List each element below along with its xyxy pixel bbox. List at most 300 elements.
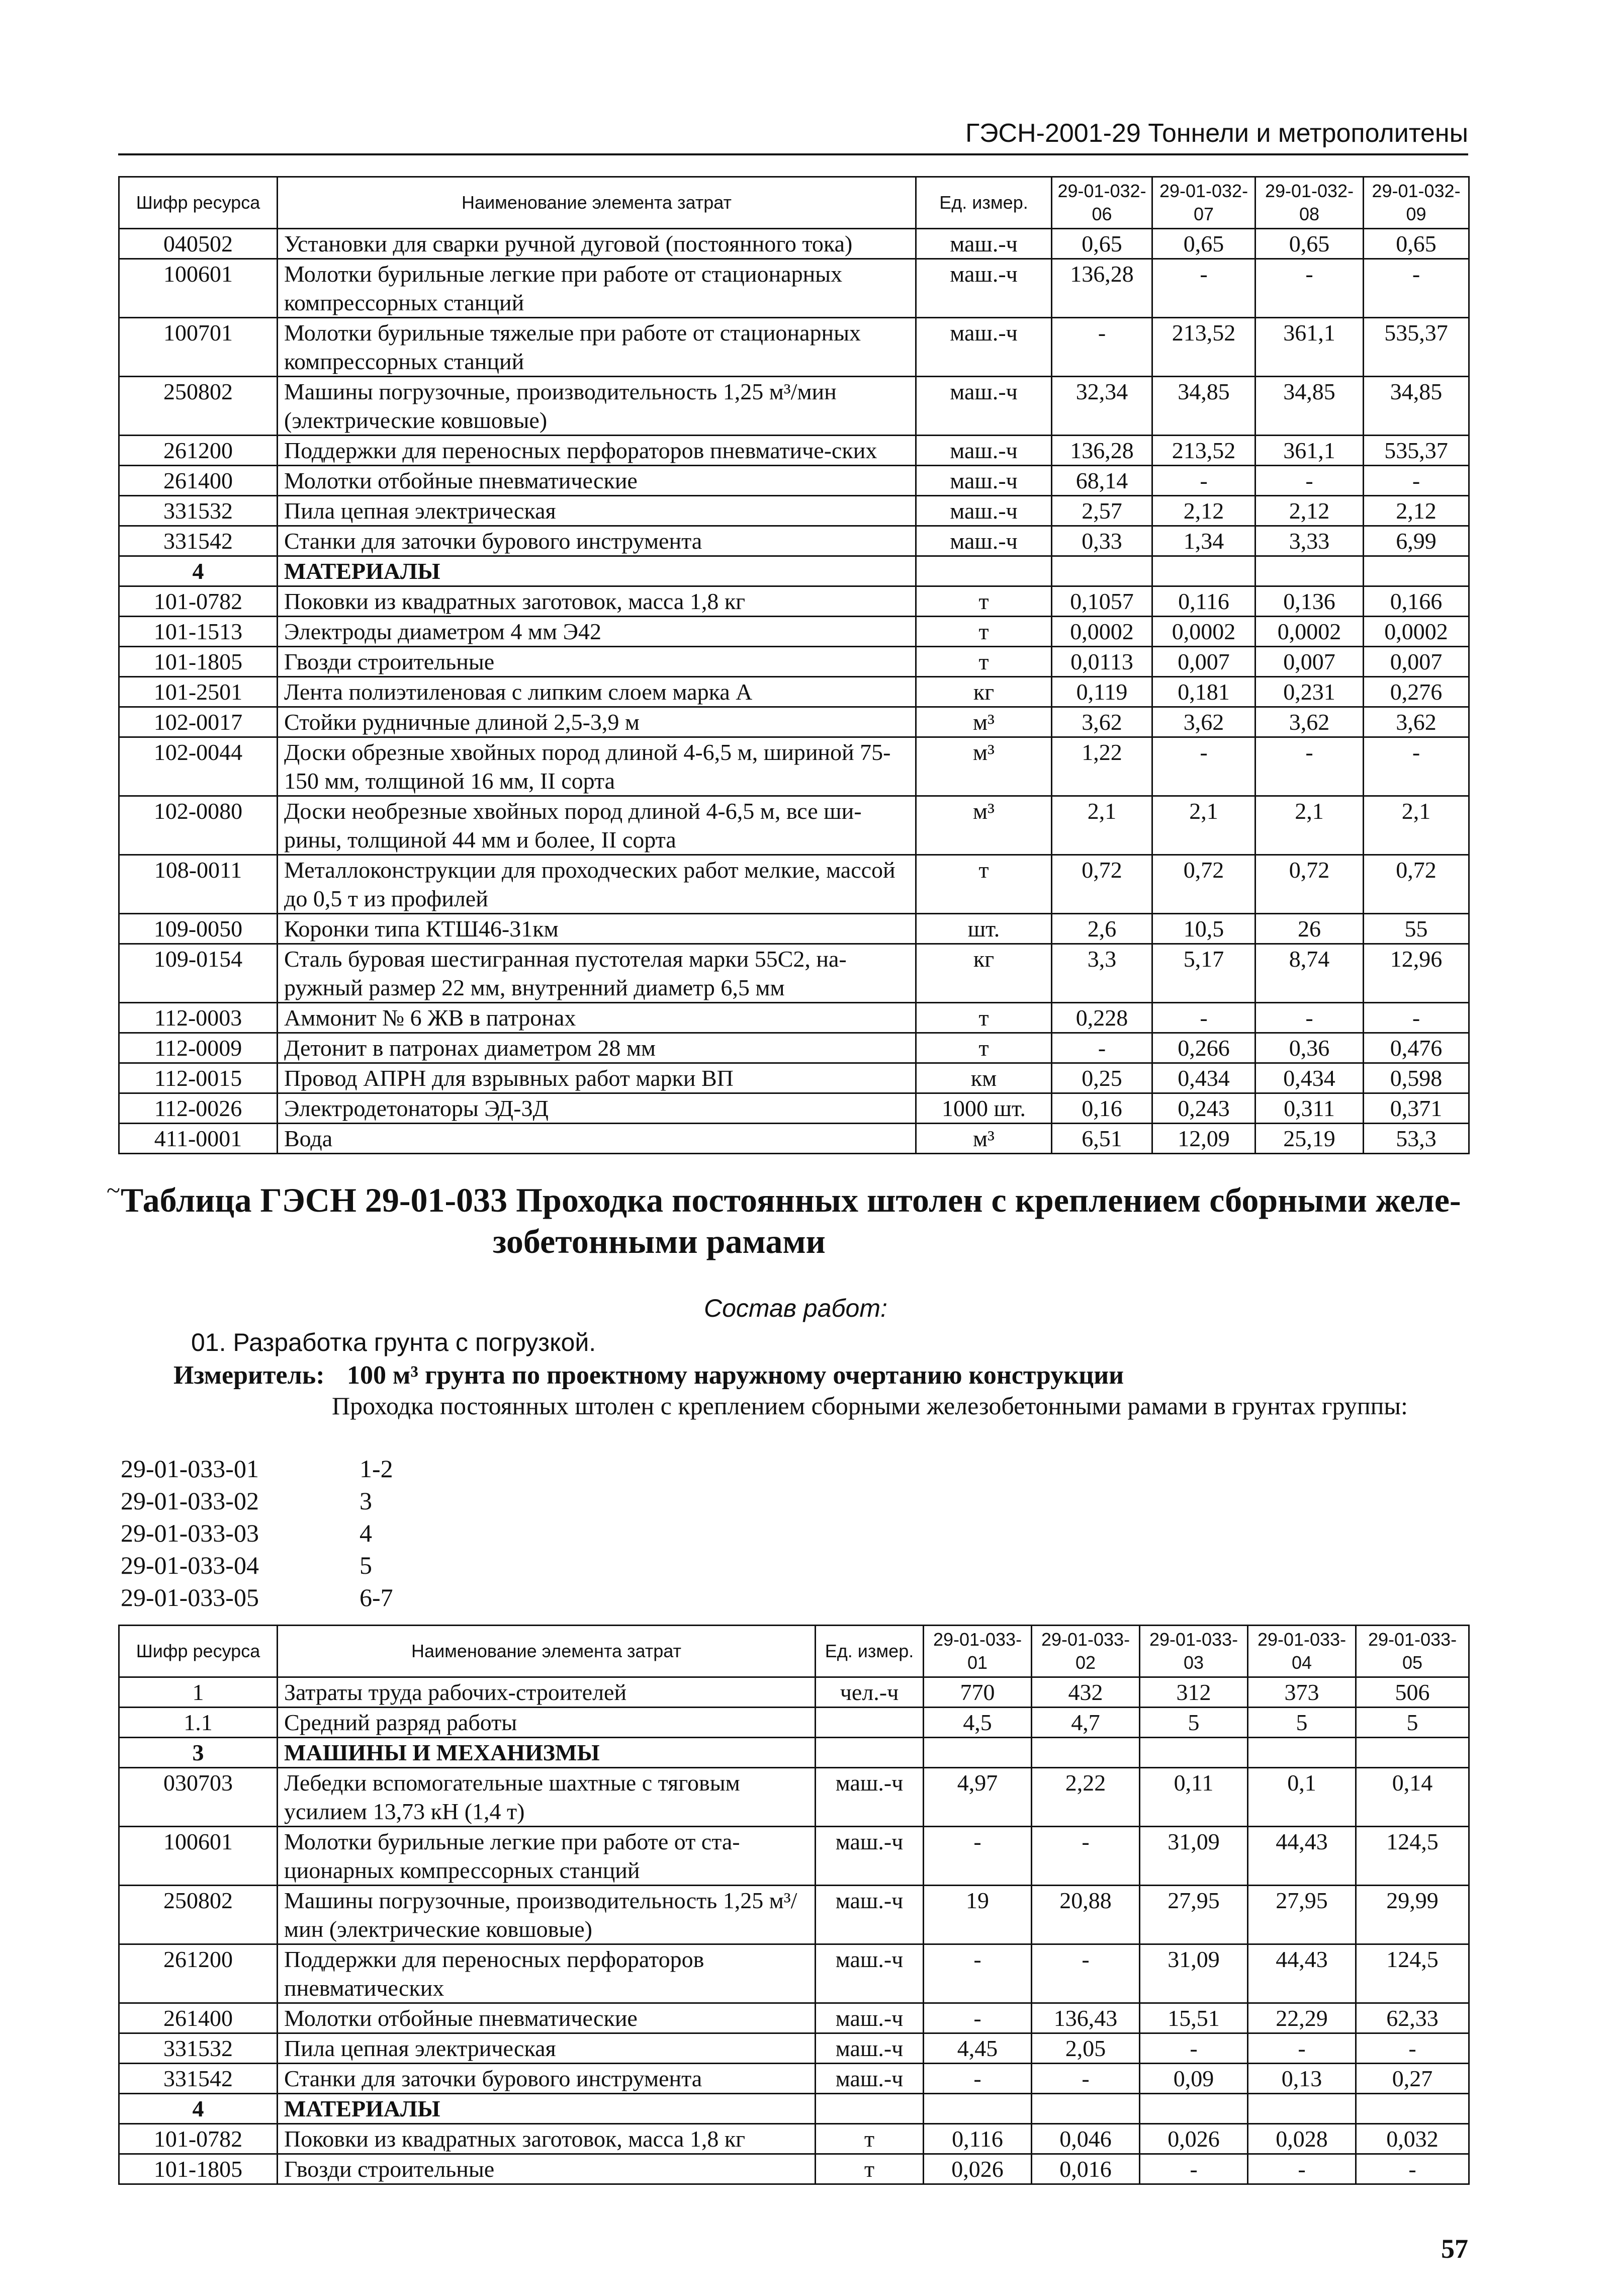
resource-value bbox=[1256, 556, 1364, 586]
resource-name: Поковки из квадратных заготовок, масса 1,8 кг bbox=[278, 2124, 816, 2154]
resource-code: 040502 bbox=[119, 229, 278, 259]
table-row bbox=[119, 1886, 1469, 1944]
resource-value: 55 bbox=[1364, 914, 1469, 944]
resource-value: 12,09 bbox=[1152, 1124, 1256, 1154]
resource-code: 102-0017 bbox=[119, 707, 278, 737]
resource-value: 0,65 bbox=[1152, 229, 1256, 259]
resource-name: Электроды диаметром 4 мм Э42 bbox=[278, 617, 916, 647]
resource-value: - bbox=[1052, 1033, 1152, 1063]
resource-name: Аммонит № 6 ЖВ в патронах bbox=[278, 1003, 916, 1033]
resource-unit: маш.-ч bbox=[816, 2003, 924, 2033]
resource-name: Стойки рудничные длиной 2,5-3,9 м bbox=[278, 707, 916, 737]
col-header-variant: 29-01-032-09 bbox=[1364, 177, 1469, 229]
table-row bbox=[119, 1093, 1469, 1124]
resource-value: - bbox=[924, 1827, 1032, 1886]
resource-value: - bbox=[1256, 1003, 1364, 1033]
resource-name: Поддержки для переносных перфораторов пневматиче-ских bbox=[278, 436, 916, 466]
resource-unit: т bbox=[916, 1003, 1052, 1033]
resource-unit: км bbox=[916, 1063, 1052, 1093]
resource-unit: маш.-ч bbox=[816, 2033, 924, 2064]
composition-title: Состав работ: bbox=[704, 1294, 887, 1322]
table-row bbox=[119, 377, 1469, 436]
soil-group: 1-2 bbox=[360, 1455, 393, 1483]
resource-unit: м³ bbox=[916, 737, 1052, 796]
resource-value: 1,22 bbox=[1052, 737, 1152, 796]
resource-value: 15,51 bbox=[1140, 2003, 1248, 2033]
resource-name: Вода bbox=[278, 1124, 916, 1154]
resource-value: - bbox=[1364, 466, 1469, 496]
resource-value: 361,1 bbox=[1256, 318, 1364, 377]
table-row bbox=[119, 707, 1469, 737]
resource-code: 100701 bbox=[119, 318, 278, 377]
resource-value bbox=[1248, 1738, 1356, 1768]
table-row bbox=[119, 855, 1469, 914]
resource-code: 102-0044 bbox=[119, 737, 278, 796]
resource-unit bbox=[816, 1738, 924, 1768]
resource-unit: маш.-ч bbox=[916, 526, 1052, 556]
resource-unit: маш.-ч bbox=[916, 318, 1052, 377]
meter-label: Измеритель: bbox=[173, 1361, 325, 1390]
table-row bbox=[119, 2124, 1469, 2154]
resource-value: 0,026 bbox=[1140, 2124, 1248, 2154]
resource-code: 112-0003 bbox=[119, 1003, 278, 1033]
col-header-name: Наименование элемента затрат bbox=[278, 177, 916, 229]
col-header-code: Шифр ресурса bbox=[119, 1626, 278, 1677]
resource-value: - bbox=[924, 2064, 1032, 2094]
resource-value: - bbox=[1140, 2154, 1248, 2184]
resource-value bbox=[1356, 2094, 1469, 2124]
resource-unit: маш.-ч bbox=[916, 436, 1052, 466]
resource-value: 4,5 bbox=[924, 1708, 1032, 1738]
resource-unit: маш.-ч bbox=[916, 496, 1052, 526]
resource-value: 0,72 bbox=[1152, 855, 1256, 914]
table-body bbox=[119, 1677, 1469, 2184]
resource-value: 34,85 bbox=[1152, 377, 1256, 436]
col-header-unit: Ед. измер. bbox=[916, 177, 1052, 229]
resource-value: 0,0113 bbox=[1052, 647, 1152, 677]
resource-value: 0,1 bbox=[1248, 1768, 1356, 1827]
resource-name: Машины погрузочные, производительность 1,25 м³/мин (электрические ковшовые) bbox=[278, 1886, 816, 1944]
resource-value: 3,62 bbox=[1364, 707, 1469, 737]
resource-value: 506 bbox=[1356, 1677, 1469, 1708]
resource-code: 112-0015 bbox=[119, 1063, 278, 1093]
resource-value: 0,0002 bbox=[1256, 617, 1364, 647]
resource-unit: м³ bbox=[916, 796, 1052, 855]
table-row bbox=[119, 2064, 1469, 2094]
table-row bbox=[119, 1768, 1469, 1827]
resource-value: 0,276 bbox=[1364, 677, 1469, 707]
resource-value: - bbox=[1152, 737, 1256, 796]
resource-value: - bbox=[1256, 737, 1364, 796]
resource-value bbox=[1140, 1738, 1248, 1768]
resource-value: 5 bbox=[1248, 1708, 1356, 1738]
section-row bbox=[119, 2094, 1469, 2124]
resource-value: 6,99 bbox=[1364, 526, 1469, 556]
resource-value: 0,434 bbox=[1256, 1063, 1364, 1093]
resource-value bbox=[1248, 2094, 1356, 2124]
resource-name: Молотки бурильные легкие при работе от стационарных компрессорных станций bbox=[278, 259, 916, 318]
variant-item bbox=[121, 1485, 393, 1517]
resource-name: Станки для заточки бурового инструмента bbox=[278, 2064, 816, 2094]
resource-value: 34,85 bbox=[1364, 377, 1469, 436]
resource-unit bbox=[916, 556, 1052, 586]
resource-value: - bbox=[1152, 1003, 1256, 1033]
resource-value: 2,1 bbox=[1256, 796, 1364, 855]
resource-value: - bbox=[1052, 318, 1152, 377]
resource-value: 0,09 bbox=[1140, 2064, 1248, 2094]
resource-value: 44,43 bbox=[1248, 1944, 1356, 2003]
table-row bbox=[119, 737, 1469, 796]
resource-unit: маш.-ч bbox=[916, 229, 1052, 259]
resource-value: 3,3 bbox=[1052, 944, 1152, 1003]
resource-value: 4,45 bbox=[924, 2033, 1032, 2064]
resource-value: 0,65 bbox=[1052, 229, 1152, 259]
resource-value: 31,09 bbox=[1140, 1944, 1248, 2003]
table-title-line: зобетонными рамами bbox=[493, 1222, 826, 1260]
variant-code: 29-01-033-03 bbox=[121, 1519, 259, 1547]
resource-unit: кг bbox=[916, 944, 1052, 1003]
resource-value bbox=[1356, 1738, 1469, 1768]
resource-value: - bbox=[924, 1944, 1032, 2003]
resource-code: 250802 bbox=[119, 377, 278, 436]
resource-unit: кг bbox=[916, 677, 1052, 707]
scan-mark: ~ bbox=[107, 1176, 121, 1204]
resource-value: 27,95 bbox=[1140, 1886, 1248, 1944]
resource-name: Сталь буровая шестигранная пустотелая марки 55С2, на-ружный размер 22 мм, внутренний диаметр 6,5 мм bbox=[278, 944, 916, 1003]
resource-name: Детонит в патронах диаметром 28 мм bbox=[278, 1033, 916, 1063]
table-row bbox=[119, 796, 1469, 855]
resource-value: 0,032 bbox=[1356, 2124, 1469, 2154]
resource-value: 213,52 bbox=[1152, 318, 1256, 377]
resource-value: 0,028 bbox=[1248, 2124, 1356, 2154]
resource-name: Пила цепная электрическая bbox=[278, 496, 916, 526]
resource-code: 101-1805 bbox=[119, 647, 278, 677]
resource-code: 102-0080 bbox=[119, 796, 278, 855]
resource-value: 34,85 bbox=[1256, 377, 1364, 436]
resource-code: 261200 bbox=[119, 436, 278, 466]
resource-code: 100601 bbox=[119, 259, 278, 318]
resource-unit: маш.-ч bbox=[916, 377, 1052, 436]
table-row bbox=[119, 318, 1469, 377]
resource-unit: т bbox=[916, 855, 1052, 914]
resource-unit: т bbox=[816, 2124, 924, 2154]
resource-value: 3,62 bbox=[1256, 707, 1364, 737]
resource-name: Гвозди строительные bbox=[278, 647, 916, 677]
col-header-variant: 29-01-032-06 bbox=[1052, 177, 1152, 229]
resource-value: 1,34 bbox=[1152, 526, 1256, 556]
resource-value: 0,007 bbox=[1152, 647, 1256, 677]
resource-value: 0,116 bbox=[1152, 586, 1256, 617]
resource-unit: м³ bbox=[916, 1124, 1052, 1154]
resource-value: 0,0002 bbox=[1364, 617, 1469, 647]
resource-value: 373 bbox=[1248, 1677, 1356, 1708]
resource-value bbox=[1032, 1738, 1140, 1768]
resource-value: 124,5 bbox=[1356, 1827, 1469, 1886]
table-row bbox=[119, 436, 1469, 466]
meter-value: 100 м³ грунта по проектному наружному очертанию конструкции bbox=[347, 1361, 1124, 1390]
table-row bbox=[119, 1677, 1469, 1708]
resource-value: 0,72 bbox=[1052, 855, 1152, 914]
resource-value bbox=[924, 2094, 1032, 2124]
table-row bbox=[119, 914, 1469, 944]
table-row bbox=[119, 259, 1469, 318]
resource-value bbox=[1032, 2094, 1140, 2124]
table-row bbox=[119, 1033, 1469, 1063]
resource-value: 20,88 bbox=[1032, 1886, 1140, 1944]
resource-value: 2,05 bbox=[1032, 2033, 1140, 2064]
variant-code: 29-01-033-01 bbox=[121, 1455, 259, 1483]
resource-value: 0,007 bbox=[1364, 647, 1469, 677]
resource-value: 0,36 bbox=[1256, 1033, 1364, 1063]
resource-value: 0,16 bbox=[1052, 1093, 1152, 1124]
resource-unit: т bbox=[916, 586, 1052, 617]
resource-value: - bbox=[1140, 2033, 1248, 2064]
resource-value: - bbox=[1364, 737, 1469, 796]
resource-value: - bbox=[1032, 1944, 1140, 2003]
resource-value: 4,97 bbox=[924, 1768, 1032, 1827]
table-row bbox=[119, 1944, 1469, 2003]
table-row bbox=[119, 526, 1469, 556]
resource-table-032 bbox=[118, 176, 1470, 1154]
table-row bbox=[119, 586, 1469, 617]
table-row bbox=[119, 2033, 1469, 2064]
section-row bbox=[119, 1738, 1469, 1768]
resource-value: - bbox=[1248, 2154, 1356, 2184]
variant-item bbox=[121, 1549, 393, 1581]
table-row bbox=[119, 1003, 1469, 1033]
resource-code: 100601 bbox=[119, 1827, 278, 1886]
table-row bbox=[119, 466, 1469, 496]
resource-value: - bbox=[1248, 2033, 1356, 2064]
resource-name: Лебедки вспомогательные шахтные с тяговым усилием 13,73 кН (1,4 т) bbox=[278, 1768, 816, 1827]
resource-value: - bbox=[1256, 259, 1364, 318]
resource-value: 535,37 bbox=[1364, 436, 1469, 466]
resource-name: МАТЕРИАЛЫ bbox=[278, 2094, 816, 2124]
table-body bbox=[119, 229, 1469, 1154]
resource-value: 770 bbox=[924, 1677, 1032, 1708]
resource-value bbox=[1152, 556, 1256, 586]
resource-value: 0,046 bbox=[1032, 2124, 1140, 2154]
resource-code: 261400 bbox=[119, 2003, 278, 2033]
resource-value: - bbox=[1152, 259, 1256, 318]
resource-value: 361,1 bbox=[1256, 436, 1364, 466]
resource-value bbox=[1140, 2094, 1248, 2124]
resource-value: - bbox=[1032, 2064, 1140, 2094]
resource-value: 2,12 bbox=[1256, 496, 1364, 526]
resource-value: - bbox=[1256, 466, 1364, 496]
resource-code: 112-0009 bbox=[119, 1033, 278, 1063]
resource-value: 0,116 bbox=[924, 2124, 1032, 2154]
resource-value: 0,136 bbox=[1256, 586, 1364, 617]
resource-value: 136,43 bbox=[1032, 2003, 1140, 2033]
resource-value: 0,0002 bbox=[1152, 617, 1256, 647]
resource-value: 5 bbox=[1140, 1708, 1248, 1738]
table-row bbox=[119, 677, 1469, 707]
resource-value: 535,37 bbox=[1364, 318, 1469, 377]
resource-name: Доски необрезные хвойных пород длиной 4-6,5 м, все ши-рины, толщиной 44 мм и более, II сорта bbox=[278, 796, 916, 855]
resource-value: 26 bbox=[1256, 914, 1364, 944]
resource-value: 0,1057 bbox=[1052, 586, 1152, 617]
resource-value: 3,33 bbox=[1256, 526, 1364, 556]
table-title-line: Таблица ГЭСН 29-01-033 Проходка постоянных штолен с креплением сборными желе- bbox=[121, 1181, 1461, 1219]
resource-name: Электродетонаторы ЭД-3Д bbox=[278, 1093, 916, 1124]
resource-unit bbox=[816, 1708, 924, 1738]
resource-value: 22,29 bbox=[1248, 2003, 1356, 2033]
resource-unit: маш.-ч bbox=[816, 2064, 924, 2094]
resource-value: 0,434 bbox=[1152, 1063, 1256, 1093]
variant-item bbox=[121, 1517, 393, 1549]
resource-name: Установки для сварки ручной дуговой (постоянного тока) bbox=[278, 229, 916, 259]
resource-value: 0,181 bbox=[1152, 677, 1256, 707]
resource-value: 312 bbox=[1140, 1677, 1248, 1708]
resource-value: 2,12 bbox=[1364, 496, 1469, 526]
section-row bbox=[119, 556, 1469, 586]
resource-unit: чел.-ч bbox=[816, 1677, 924, 1708]
meter-line bbox=[173, 1360, 1124, 1390]
resource-value: 213,52 bbox=[1152, 436, 1256, 466]
table-row bbox=[119, 2154, 1469, 2184]
resource-value: 0,016 bbox=[1032, 2154, 1140, 2184]
resource-value: 0,231 bbox=[1256, 677, 1364, 707]
resource-name: Гвозди строительные bbox=[278, 2154, 816, 2184]
variant-item bbox=[121, 1581, 393, 1613]
resource-value: 2,1 bbox=[1052, 796, 1152, 855]
resource-name: Средний разряд работы bbox=[278, 1708, 816, 1738]
resource-code: 331542 bbox=[119, 2064, 278, 2094]
resource-unit: маш.-ч bbox=[816, 1944, 924, 2003]
resource-unit: шт. bbox=[916, 914, 1052, 944]
resource-unit: т bbox=[916, 1033, 1052, 1063]
col-header-variant: 29-01-033-02 bbox=[1032, 1626, 1140, 1677]
norm-description: Проходка постоянных штолен с креплением сборными железобетонными рамами в грунтах группы: bbox=[332, 1392, 1408, 1420]
resource-value: 0,11 bbox=[1140, 1768, 1248, 1827]
resource-name: Станки для заточки бурового инструмента bbox=[278, 526, 916, 556]
variant-list bbox=[121, 1453, 393, 1613]
resource-value: 2,57 bbox=[1052, 496, 1152, 526]
resource-value: 8,74 bbox=[1256, 944, 1364, 1003]
resource-name: Молотки отбойные пневматические bbox=[278, 2003, 816, 2033]
table-row bbox=[119, 647, 1469, 677]
resource-unit: маш.-ч bbox=[916, 466, 1052, 496]
resource-value: 0,25 bbox=[1052, 1063, 1152, 1093]
resource-name: Поковки из квадратных заготовок, масса 1,8 кг bbox=[278, 586, 916, 617]
resource-code: 4 bbox=[119, 2094, 278, 2124]
resource-value: 0,598 bbox=[1364, 1063, 1469, 1093]
resource-code: 261400 bbox=[119, 466, 278, 496]
resource-value: - bbox=[924, 2003, 1032, 2033]
resource-value: 0,33 bbox=[1052, 526, 1152, 556]
resource-code: 3 bbox=[119, 1738, 278, 1768]
document-title: ГЭСН-2001-29 Тоннели и метрополитены bbox=[965, 119, 1468, 148]
resource-value: 0,243 bbox=[1152, 1093, 1256, 1124]
resource-code: 101-0782 bbox=[119, 2124, 278, 2154]
col-header-name: Наименование элемента затрат bbox=[278, 1626, 816, 1677]
col-header-variant: 29-01-033-01 bbox=[924, 1626, 1032, 1677]
resource-unit: маш.-ч bbox=[816, 1886, 924, 1944]
resource-code: 101-0782 bbox=[119, 586, 278, 617]
variant-item bbox=[121, 1453, 393, 1485]
resource-value: 136,28 bbox=[1052, 436, 1152, 466]
table-row bbox=[119, 1124, 1469, 1154]
resource-value: 32,34 bbox=[1052, 377, 1152, 436]
resource-value: 2,12 bbox=[1152, 496, 1256, 526]
resource-value: 136,28 bbox=[1052, 259, 1152, 318]
resource-value: 2,6 bbox=[1052, 914, 1152, 944]
resource-name: Молотки отбойные пневматические bbox=[278, 466, 916, 496]
resource-name: МАШИНЫ И МЕХАНИЗМЫ bbox=[278, 1738, 816, 1768]
resource-value: 3,62 bbox=[1152, 707, 1256, 737]
resource-value: 5 bbox=[1356, 1708, 1469, 1738]
resource-name: Молотки бурильные легкие при работе от ста-ционарных компрессорных станций bbox=[278, 1827, 816, 1886]
resource-code: 331532 bbox=[119, 2033, 278, 2064]
resource-value: 3,62 bbox=[1052, 707, 1152, 737]
resource-code: 109-0154 bbox=[119, 944, 278, 1003]
resource-value: 31,09 bbox=[1140, 1827, 1248, 1886]
table-row bbox=[119, 496, 1469, 526]
work-operation: 01. Разработка грунта с погрузкой. bbox=[191, 1328, 596, 1356]
page-header bbox=[118, 106, 1468, 155]
resource-unit: маш.-ч bbox=[816, 1827, 924, 1886]
resource-value: 0,311 bbox=[1256, 1093, 1364, 1124]
resource-value: 19 bbox=[924, 1886, 1032, 1944]
resource-value: 6,51 bbox=[1052, 1124, 1152, 1154]
col-header-variant: 29-01-032-08 bbox=[1256, 177, 1364, 229]
resource-name: Доски обрезные хвойных пород длиной 4-6,5 м, шириной 75-150 мм, толщиной 16 мм, II сорта bbox=[278, 737, 916, 796]
resource-value: 0,476 bbox=[1364, 1033, 1469, 1063]
resource-value bbox=[924, 1738, 1032, 1768]
resource-value: 124,5 bbox=[1356, 1944, 1469, 2003]
resource-value: 2,1 bbox=[1364, 796, 1469, 855]
col-header-unit: Ед. измер. bbox=[816, 1626, 924, 1677]
resource-value: 4,7 bbox=[1032, 1708, 1140, 1738]
table-header-row bbox=[119, 1626, 1469, 1677]
resource-value: 0,14 bbox=[1356, 1768, 1469, 1827]
resource-value: 29,99 bbox=[1356, 1886, 1469, 1944]
resource-code: 4 bbox=[119, 556, 278, 586]
resource-name: Металлоконструкции для проходческих работ мелкие, массой до 0,5 т из профилей bbox=[278, 855, 916, 914]
resource-value: 0,371 bbox=[1364, 1093, 1469, 1124]
col-header-code: Шифр ресурса bbox=[119, 177, 278, 229]
resource-value: 432 bbox=[1032, 1677, 1140, 1708]
resource-value: 12,96 bbox=[1364, 944, 1469, 1003]
variant-code: 29-01-033-02 bbox=[121, 1487, 259, 1515]
resource-code: 1.1 bbox=[119, 1708, 278, 1738]
table-row bbox=[119, 617, 1469, 647]
resource-value: 0,007 bbox=[1256, 647, 1364, 677]
table-row bbox=[119, 2003, 1469, 2033]
resource-value: 0,119 bbox=[1052, 677, 1152, 707]
resource-value bbox=[1052, 556, 1152, 586]
resource-unit: т bbox=[916, 647, 1052, 677]
resource-value: 62,33 bbox=[1356, 2003, 1469, 2033]
col-header-variant: 29-01-033-03 bbox=[1140, 1626, 1248, 1677]
resource-value: 25,19 bbox=[1256, 1124, 1364, 1154]
resource-value: 0,27 bbox=[1356, 2064, 1469, 2094]
table-row bbox=[119, 1063, 1469, 1093]
table-row bbox=[119, 944, 1469, 1003]
resource-code: 101-1805 bbox=[119, 2154, 278, 2184]
table-header-row bbox=[119, 177, 1469, 229]
table-row bbox=[119, 1827, 1469, 1886]
resource-code: 1 bbox=[119, 1677, 278, 1708]
resource-value: 0,65 bbox=[1256, 229, 1364, 259]
resource-value: 27,95 bbox=[1248, 1886, 1356, 1944]
col-header-variant: 29-01-032-07 bbox=[1152, 177, 1256, 229]
resource-code: 331542 bbox=[119, 526, 278, 556]
resource-code: 030703 bbox=[119, 1768, 278, 1827]
variant-code: 29-01-033-04 bbox=[121, 1551, 259, 1579]
resource-value: 0,72 bbox=[1364, 855, 1469, 914]
